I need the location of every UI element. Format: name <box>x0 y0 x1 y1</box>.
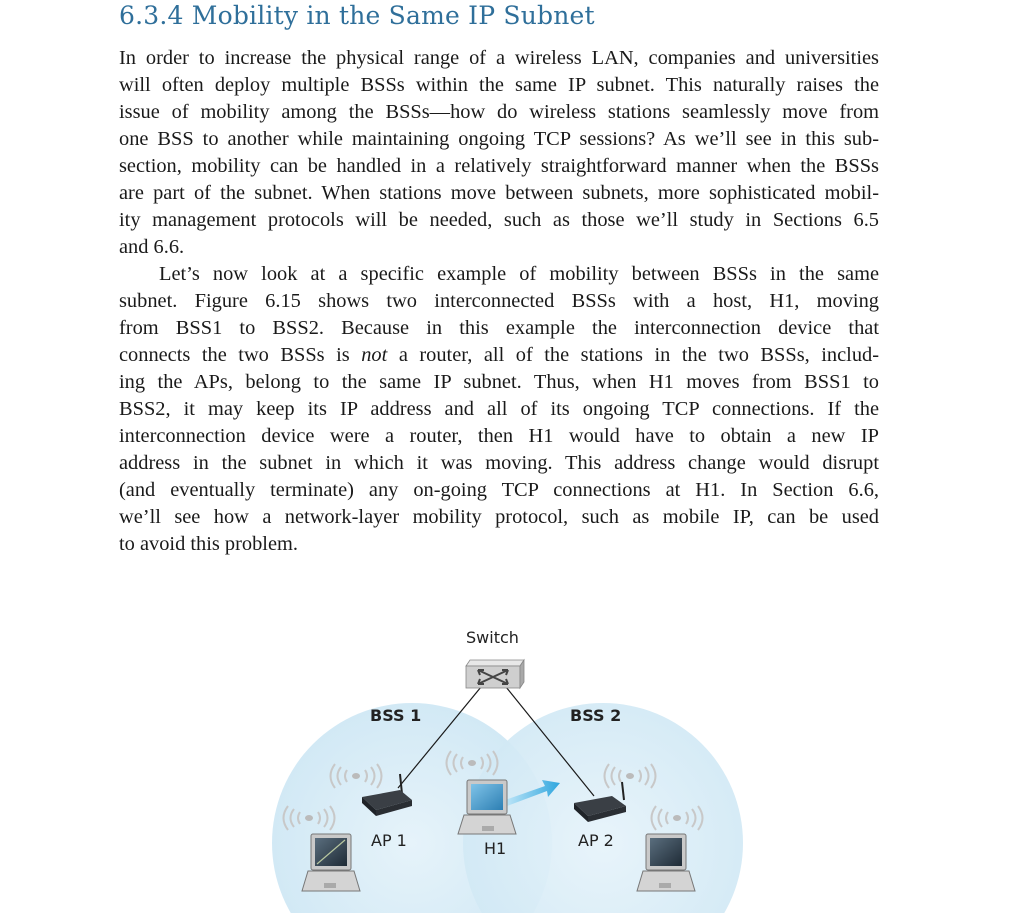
text-line: are part of the subnet. When stations move between subnets, more sophisticated mobil- <box>119 182 879 204</box>
text-line: BSS2, it may keep its IP address and all of its ongoing TCP connections. If the <box>119 398 879 420</box>
text-line: from BSS1 to BSS2. Because in this example the interconnection device that <box>119 317 879 339</box>
laptop-icon <box>302 834 360 891</box>
section-number: 6.3.4 <box>119 1 184 30</box>
text-line: and 6.6. <box>119 236 185 258</box>
h1-laptop-icon <box>458 780 516 834</box>
text-line: (and eventually terminate) any on-going TCP connections at H1. In Section 6.6, <box>119 479 879 501</box>
text-line: subnet. Figure 6.15 shows two interconnected BSSs with a host, H1, moving <box>119 290 879 312</box>
section-heading <box>119 1 595 30</box>
body-text <box>119 45 879 558</box>
text-line: will often deploy multiple BSSs within the same IP subnet. This naturally raises the <box>119 74 879 96</box>
text-line: ing the APs, belong to the same IP subnet. Thus, when H1 moves from BSS1 to <box>119 371 879 393</box>
emphasis-text: not <box>361 344 388 366</box>
text-segment: a router, all of the stations in the two BSSs, includ- <box>387 344 879 366</box>
switch-label: Switch <box>466 628 519 647</box>
text-line: interconnection device were a router, then H1 would have to obtain a new IP <box>119 425 879 447</box>
text-line: Let’s now look at a specific example of mobility between BSSs in the same <box>159 263 879 285</box>
text-line: issue of mobility among the BSSs—how do wireless stations seamlessly move from <box>119 101 879 123</box>
figure-6-15 <box>0 600 1024 913</box>
text-line <box>119 342 879 369</box>
text-line: to avoid this problem. <box>119 533 298 555</box>
switch-device <box>466 660 524 688</box>
text-line: ity management protocols will be needed, such as those we’ll study in Sections 6.5 <box>119 209 879 231</box>
text-line: In order to increase the physical range of a wireless LAN, companies and universities <box>119 47 879 69</box>
bss1-label: BSS 1 <box>370 706 422 725</box>
paragraph-1 <box>119 45 879 261</box>
bss2-label: BSS 2 <box>570 706 622 725</box>
ap1-label: AP 1 <box>371 831 407 850</box>
section-title: Mobility in the Same IP Subnet <box>191 1 595 30</box>
text-line: we’ll see how a network-layer mobility protocol, such as mobile IP, can be used <box>119 506 879 528</box>
text-segment: connects the two BSSs is <box>119 344 362 366</box>
paragraph-2 <box>119 261 879 558</box>
text-line: address in the subnet in which it was moving. This address change would disrupt <box>119 452 879 474</box>
text-line: section, mobility can be handled in a relatively straightforward manner when the BSSs <box>119 155 879 177</box>
text-line: one BSS to another while maintaining ongoing TCP sessions? As we’ll see in this sub- <box>119 128 879 150</box>
h1-label: H1 <box>484 839 507 858</box>
ap2-label: AP 2 <box>578 831 614 850</box>
laptop-icon <box>637 834 695 891</box>
